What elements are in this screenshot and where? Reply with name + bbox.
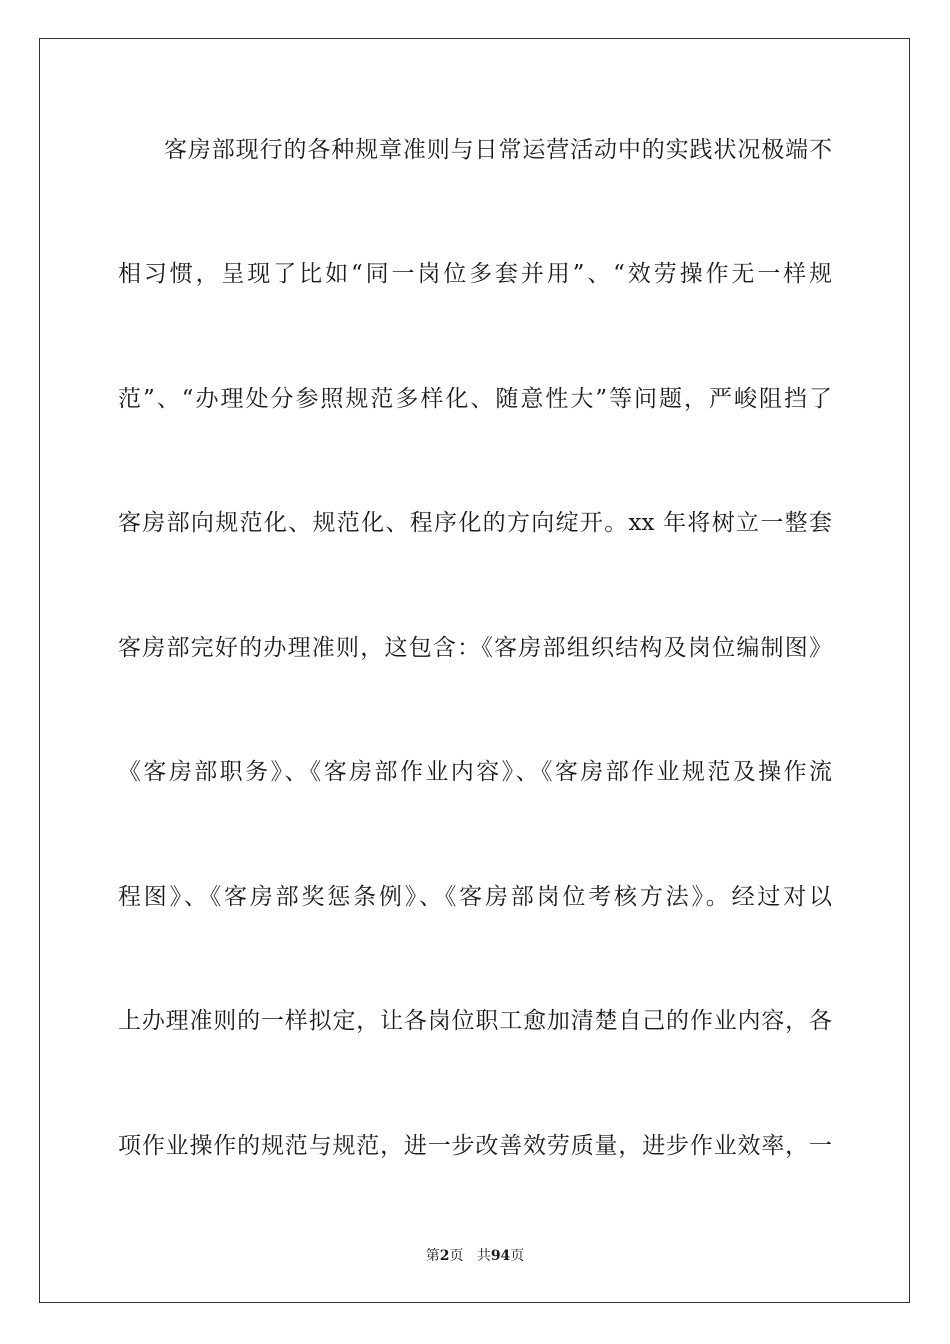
body-line-4: 客房部向规范化、规范化、程序化的方向绽开。xx 年将树立一整套 [118,510,832,536]
total-suffix: 页 [510,1248,525,1264]
body-line-2: 相习惯，呈现了比如“同一岗位多套并用”、“效劳操作无一样规 [118,261,832,287]
page-suffix: 页 [449,1248,464,1264]
body-line-3: 范”、“办理处分参照规范多样化、随意性大”等问题，严峻阻挡了 [118,386,832,412]
body-line-5: 客房部完好的办理准则，这包含：《客房部组织结构及岗位编制图》 [118,635,832,661]
page-footer [0,1245,950,1265]
body-line-8: 上办理准则的一样拟定，让各岗位职工愈加清楚自己的作业内容，各 [118,1008,832,1034]
total-pages: 94 [490,1248,511,1264]
page-prefix: 第 [425,1248,440,1264]
total-prefix: 共 [476,1248,491,1264]
body-line-7: 程图》、《客房部奖惩条例》、《客房部岗位考核方法》。经过对以 [118,884,832,910]
page-border [39,38,910,1303]
body-line-1: 客房部现行的各种规章准则与日常运营活动中的实践状况极端不 [164,137,832,163]
page-number: 2 [439,1248,450,1264]
body-line-6: 《客房部职务》、《客房部作业内容》、《客房部作业规范及操作流 [118,759,832,785]
body-line-9: 项作业操作的规范与规范，进一步改善效劳质量，进步作业效率，一 [118,1133,832,1159]
